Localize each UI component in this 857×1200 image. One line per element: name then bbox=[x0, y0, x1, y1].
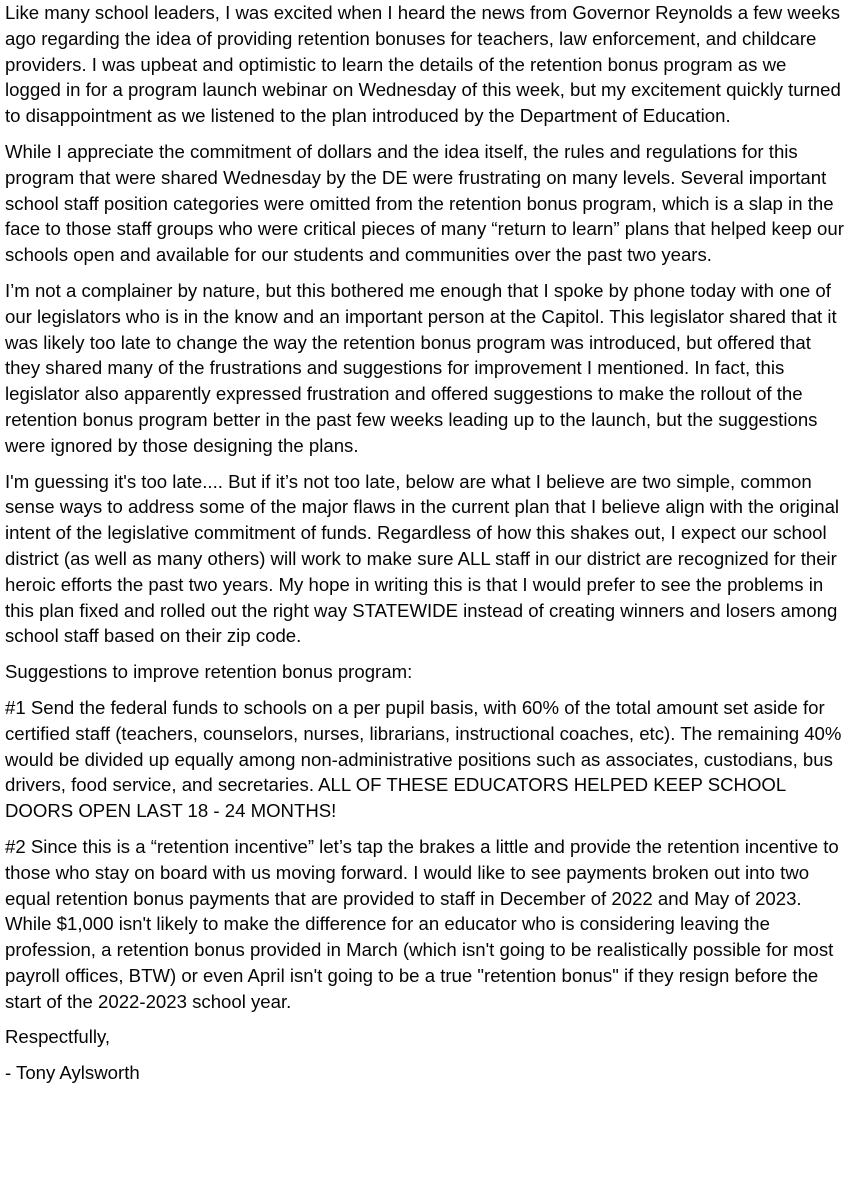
paragraph-rules-frustration: While I appreciate the commitment of dollars and the idea itself, the rules and regulations for this program that were shared Wednesday by the DE were frustrating on many levels. Several important school staff position categories were omitted from the retention bonus program, which is a slap in the face to those staff groups who were critical pieces of many “return to learn” plans that helped keep our schools open and available for our students and communities over the past two years. bbox=[5, 140, 844, 266]
paragraph-signature: - Tony Aylsworth bbox=[5, 1062, 140, 1084]
paragraph-closing: Respectfully, bbox=[5, 1026, 111, 1048]
paragraph-suggestion-2: #2 Since this is a “retention incentive” let’s tap the brakes a little and provide the retention incentive to those who stay on board with us moving forward. I would like to see payments broken out into two equal retention bonus payments that are provided to staff in December of 2022 and May of 2023. While $1,000 isn't likely to make the difference for an educator who is considering leaving the profession, a retention bonus provided in March (which isn't going to be realistically possible for most payroll offices, BTW) or even April isn't going to be a true "retention bonus" if they resign before the start of the 2022-2023 school year. bbox=[5, 835, 839, 1012]
paragraph-suggestion-1: #1 Send the federal funds to schools on a per pupil basis, with 60% of the total amount set aside for certified staff (teachers, counselors, nurses, librarians, instructional coaches, etc). The remaining 40% would be divided up equally among non-administrative positions such as associates, custodians, bus drivers, food service, and secretaries. ALL OF THESE EDUCATORS HELPED KEEP SCHOOL DOORS OPEN LAST 18 - 24 MONTHS! bbox=[5, 696, 842, 822]
paragraph-suggestions-heading: Suggestions to improve retention bonus program: bbox=[5, 661, 413, 683]
paragraph-too-late: I'm guessing it's too late.... But if it’s not too late, below are what I believe are two simple, common sense ways to address some of the major flaws in the current plan that I believe align with the original intent of the legislative commitment of funds. Regardless of how this shakes out, I expect our school district (as well as many others) will work to make sure ALL staff in our district are recognized for their heroic efforts the past two years. My hope in writing this is that I would prefer to see the problems in this plan fixed and rolled out the right way STATEWIDE instead of creating winners and losers among school staff based on their zip code. bbox=[5, 470, 840, 647]
paragraph-governor-news: Like many school leaders, I was excited when I heard the news from Governor Reynolds a few weeks ago regarding the idea of providing retention bonuses for teachers, law enforcement, and childcare providers. I was upbeat and optimistic to learn the details of the retention bonus program as we logged in for a program launch webinar on Wednesday of this week, but my excitement quickly turned to disappointment as we listened to the plan introduced by the Department of Education. bbox=[5, 2, 841, 127]
paragraph-legislator-call: I’m not a complainer by nature, but this bothered me enough that I spoke by phone today with one of our legislators who is in the know and an important person at the Capitol. This legislator shared that it was likely too late to change the way the retention bonus program was introduced, but offered that they shared many of the frustrations and suggestions for improvement I mentioned. In fact, this legislator also apparently expressed frustration and offered suggestions to make the rollout of the retention bonus program better in the past few weeks leading up to the launch, but the suggestions were ignored by those designing the plans. bbox=[5, 279, 837, 456]
